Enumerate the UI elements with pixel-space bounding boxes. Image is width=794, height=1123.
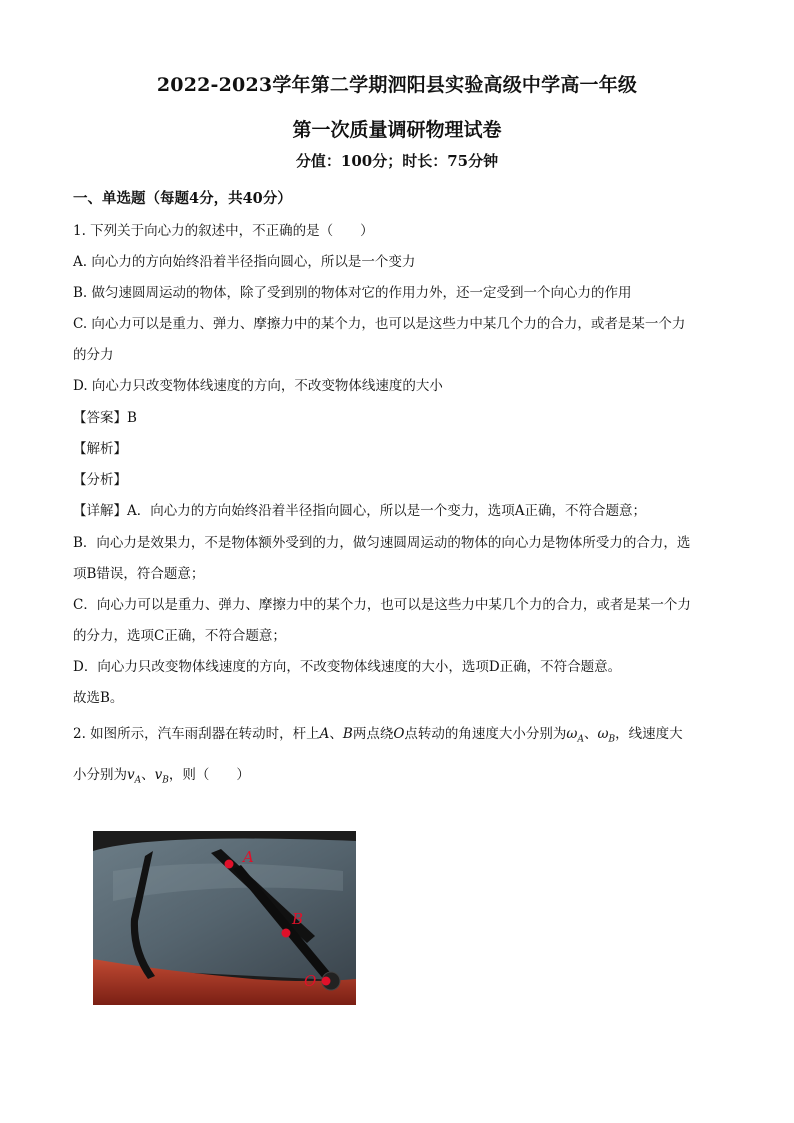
q1-option-c-line1: C. 向心力可以是重力、弹力、摩擦力中的某个力，也可以是这些力中某几个力的合力，或者是某一个力 xyxy=(73,316,686,332)
q1-detail-d: D．向心力只改变物体线速度的方向，不改变物体线速度的大小，选项D正确，不符合题意。 xyxy=(73,659,622,675)
label-b: B xyxy=(292,910,304,928)
q1-detail-c-line2: 的分力，选项C正确，不符合题意； xyxy=(73,628,286,644)
q1-detail-b-line1: B．向心力是效果力，不是物体额外受到的力，做匀速圆周运动的物体的向心力是物体所受力的合力，选 xyxy=(73,535,691,551)
q1-detail-c-line1: C．向心力可以是重力、弹力、摩擦力中的某个力，也可以是这些力中某几个力的合力，或者是某一个力 xyxy=(73,597,691,613)
q1-detail-b-line2: 项B错误，符合题意； xyxy=(73,566,205,582)
wiper-figure xyxy=(93,831,356,1005)
q1-detail-a: 【详解】A．向心力的方向始终沿着半径指向圆心，所以是一个变力，选项A正确，不符合题意； xyxy=(73,503,646,519)
section-heading: 一、单选题（每题4分，共40分） xyxy=(73,190,292,207)
q1-fenxi-label: 【分析】 xyxy=(73,472,127,488)
label-o: O xyxy=(304,972,317,990)
q2-stem-line2: 小分别为$v_A$、$v_B$，则（ ） xyxy=(73,767,250,786)
page-title-line2: 第一次质量调研物理试卷 xyxy=(292,119,502,141)
q1-option-b: B. 做匀速圆周运动的物体，除了受到别的物体对它的作用力外，还一定受到一个向心力的作用 xyxy=(73,285,632,301)
q1-option-a: A. 向心力的方向始终沿着半径指向圆心，所以是一个变力 xyxy=(73,254,416,270)
q2-stem-line1: 2. 如图所示，汽车雨刮器在转动时，杆上A、B两点绕O点转动的角速度大小分别为$\omega_A$、$\omega_B$，线速度大 xyxy=(73,726,683,745)
q1-conclusion: 故选B。 xyxy=(73,690,124,706)
wiper-photo xyxy=(93,831,356,1005)
q1-option-d: D. 向心力只改变物体线速度的方向，不改变物体线速度的大小 xyxy=(73,378,443,394)
label-a: A xyxy=(243,848,254,866)
point-a-dot xyxy=(225,860,234,869)
q1-option-c-line2: 的分力 xyxy=(73,347,114,363)
q1-stem: 1. 下列关于向心力的叙述中，不正确的是（ ） xyxy=(73,223,374,239)
point-o-dot xyxy=(322,977,331,986)
point-b-dot xyxy=(282,929,291,938)
q1-analysis-label: 【解析】 xyxy=(73,441,127,457)
exam-meta: 分值：100分；时长：75分钟 xyxy=(295,152,499,170)
q1-answer: 【答案】B xyxy=(73,410,137,426)
page-title-line1: 2022-2023学年第二学期泗阳县实验高级中学高一年级 xyxy=(156,74,638,96)
